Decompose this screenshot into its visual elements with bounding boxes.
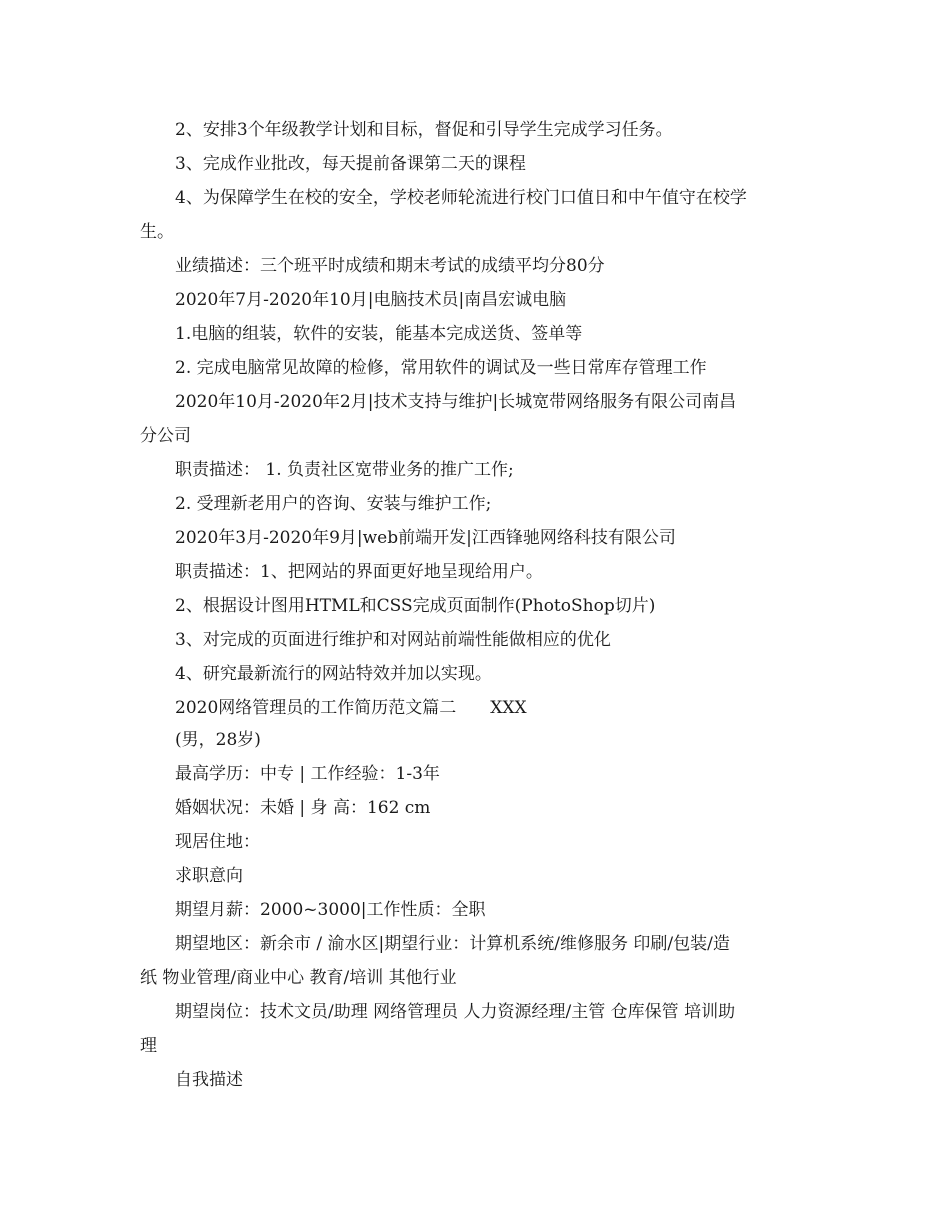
text-line: 最高学历：中专 | 工作经验：1-3年 (175, 764, 440, 784)
text-line: 现居住地： (175, 832, 260, 852)
text-line: 求职意向 (175, 866, 243, 886)
text-line: 理 (140, 1036, 157, 1056)
text-line: 2、安排3个年级教学计划和目标，督促和引导学生完成学习任务。 (175, 120, 673, 140)
text-line: 期望地区：新余市 / 渝水区|期望行业：计算机系统/维修服务 印刷/包装/造 (175, 934, 730, 954)
text-line: 2020年10月-2020年2月|技术支持与维护|长城宽带网络服务有限公司南昌 (175, 392, 737, 412)
text-line: 2020年3月-2020年9月|web前端开发|江西锋驰网络科技有限公司 (175, 528, 676, 548)
text-line: 纸 物业管理/商业中心 教育/培训 其他行业 (140, 968, 457, 988)
text-line: 1.电脑的组装，软件的安装，能基本完成送货、签单等 (175, 324, 583, 344)
text-line: (男，28岁) (175, 730, 261, 750)
text-line: 2. 受理新老用户的咨询、安装与维护工作; (175, 494, 492, 514)
text-line: 2. 完成电脑常见故障的检修，常用软件的调试及一些日常库存管理工作 (175, 358, 707, 378)
text-line: 自我描述 (175, 1070, 243, 1090)
text-line: 2020网络管理员的工作简历范文篇二 XXX (175, 698, 527, 718)
text-line: 期望月薪：2000~3000|工作性质：全职 (175, 900, 486, 920)
text-line: 分公司 (140, 426, 191, 446)
text-line: 职责描述： 1. 负责社区宽带业务的推广工作; (175, 460, 514, 480)
text-line: 3、完成作业批改，每天提前备课第二天的课程 (175, 154, 526, 174)
text-line: 婚姻状况：未婚 | 身 高：162 cm (175, 798, 431, 818)
text-line: 职责描述：1、把网站的界面更好地呈现给用户。 (175, 562, 543, 582)
text-line: 期望岗位：技术文员/助理 网络管理员 人力资源经理/主管 仓库保管 培训助 (175, 1002, 736, 1022)
text-line: 2、根据设计图用HTML和CSS完成页面制作(PhotoShop切片) (175, 596, 656, 616)
text-line: 4、研究最新流行的网站特效并加以实现。 (175, 664, 492, 684)
text-line: 3、对完成的页面进行维护和对网站前端性能做相应的优化 (175, 630, 611, 650)
text-line: 生。 (140, 222, 174, 242)
text-line: 4、为保障学生在校的安全，学校老师轮流进行校门口值日和中午值守在校学 (175, 188, 747, 208)
text-line: 业绩描述：三个班平时成绩和期末考试的成绩平均分80分 (175, 256, 605, 276)
text-line: 2020年7月-2020年10月|电脑技术员|南昌宏诚电脑 (175, 290, 567, 310)
